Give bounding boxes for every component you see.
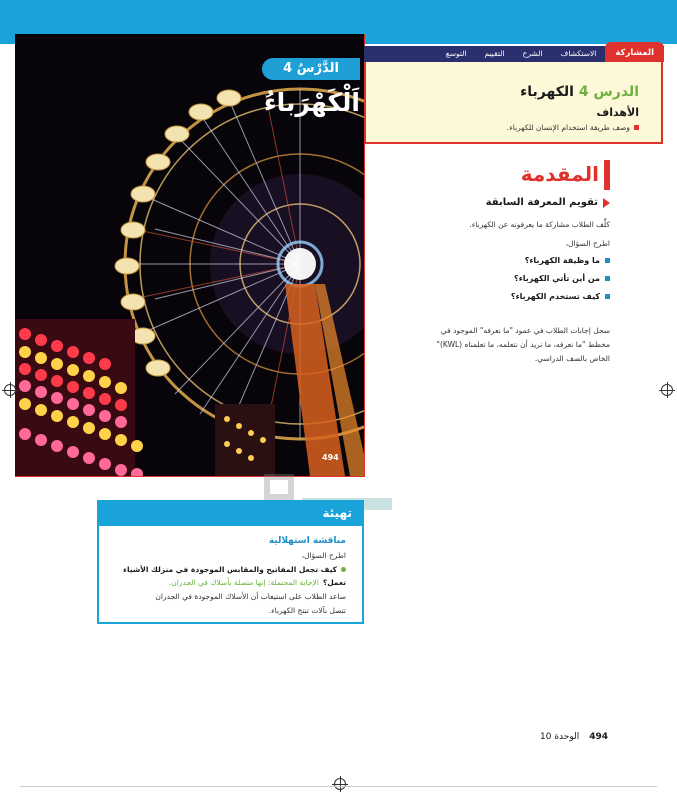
warmup-subheading: مناقشة استهلالية xyxy=(268,536,346,546)
warmup-question-end: تعمل؟ xyxy=(322,578,346,587)
lesson-label: الدرس 4 xyxy=(578,84,639,100)
bottom-rule xyxy=(20,786,657,787)
tab-explain[interactable]: الشرح xyxy=(522,49,543,58)
prior-knowledge-title: تقويم المعرفة السابقة xyxy=(485,197,598,208)
objectives-box xyxy=(364,62,663,144)
question-text: من أين تأتي الكهرباء؟ xyxy=(514,274,600,283)
warmup-ask: اطرح السؤال، xyxy=(301,551,346,560)
intro-instruction: كلِّف الطلاب مشاركة ما يعرفونه عن الكهرباء. xyxy=(469,220,610,229)
warmup-question-text: كيف تجعل المفاتيح والمقابس الموجودة في منزلك الأشياء xyxy=(123,565,337,574)
warmup-help-line: ساعد الطلاب على استيعاب أن الأسلاك الموجودة في الجدران xyxy=(155,592,346,601)
prior-knowledge-heading xyxy=(486,197,610,208)
bullet-square-icon xyxy=(605,276,610,281)
paragraph-line: الخاص بالصف الدراسي. xyxy=(534,354,610,363)
warmup-question-cont xyxy=(169,578,346,587)
paragraph-line: مخطط "ما نعرفه، ما نريد أن نتعلمه، ما تعلمناه (KWL)" xyxy=(436,340,610,349)
warmup-heading: تهيئة xyxy=(97,500,364,526)
paragraph-line: سجل إجابات الطلاب في عمود "ما نعرفه" الموجود في xyxy=(440,326,610,335)
registration-mark-icon xyxy=(661,384,673,396)
tab-extend[interactable]: التوسع xyxy=(445,49,467,58)
question-item xyxy=(511,292,610,301)
objective-item xyxy=(507,123,639,132)
lesson-title: الكهرباء xyxy=(520,84,574,100)
question-text: ما وظيفة الكهرباء؟ xyxy=(524,256,600,265)
registration-mark-icon xyxy=(4,384,16,396)
photo-lesson-title: اَلْكَهْرَباءُ xyxy=(263,88,360,117)
intro-accent-bar xyxy=(604,160,610,190)
warmup-question xyxy=(123,565,346,574)
bullet-square-icon xyxy=(605,294,610,299)
bullet-square-icon xyxy=(634,125,639,130)
objectives-lesson-title xyxy=(520,84,639,100)
intro-title: المقدمة xyxy=(520,162,599,186)
triangle-bullet-icon xyxy=(603,198,610,208)
warmup-answer: الإجابة المحتملة: إنها متصلة بأسلاك في الجدران. xyxy=(168,578,319,587)
intro-ask: اطرح السؤال، xyxy=(565,239,610,248)
tab-explore[interactable]: الاستكشاف xyxy=(560,49,597,58)
bullet-square-icon xyxy=(605,258,610,263)
photo-page-number: 494 xyxy=(322,453,339,462)
tab-evaluate[interactable]: التقييم xyxy=(484,49,505,58)
bullet-dot-icon xyxy=(341,567,346,572)
registration-mark-icon xyxy=(334,778,346,790)
question-item xyxy=(514,274,610,283)
objectives-heading: الأهداف xyxy=(596,106,639,119)
page-footer xyxy=(540,732,608,742)
question-item xyxy=(525,256,610,265)
footer-unit: الوحدة 10 xyxy=(540,732,580,742)
objective-text: وصف طريقة استخدام الإنسان للكهرباء. xyxy=(506,123,630,132)
lesson-phase-nav xyxy=(364,46,664,62)
intro-paragraph xyxy=(370,324,610,366)
footer-page-number: 494 xyxy=(589,732,609,742)
question-text: كيف تستخدم الكهرباء؟ xyxy=(510,292,600,301)
tab-engage[interactable]: المشاركة xyxy=(605,42,664,62)
side-strip xyxy=(30,520,40,670)
warmup-help-line: تتصل بآلات تنتج الكهرباء. xyxy=(268,606,346,615)
lesson-tag: الدَّرْسُ 4 xyxy=(262,58,360,80)
